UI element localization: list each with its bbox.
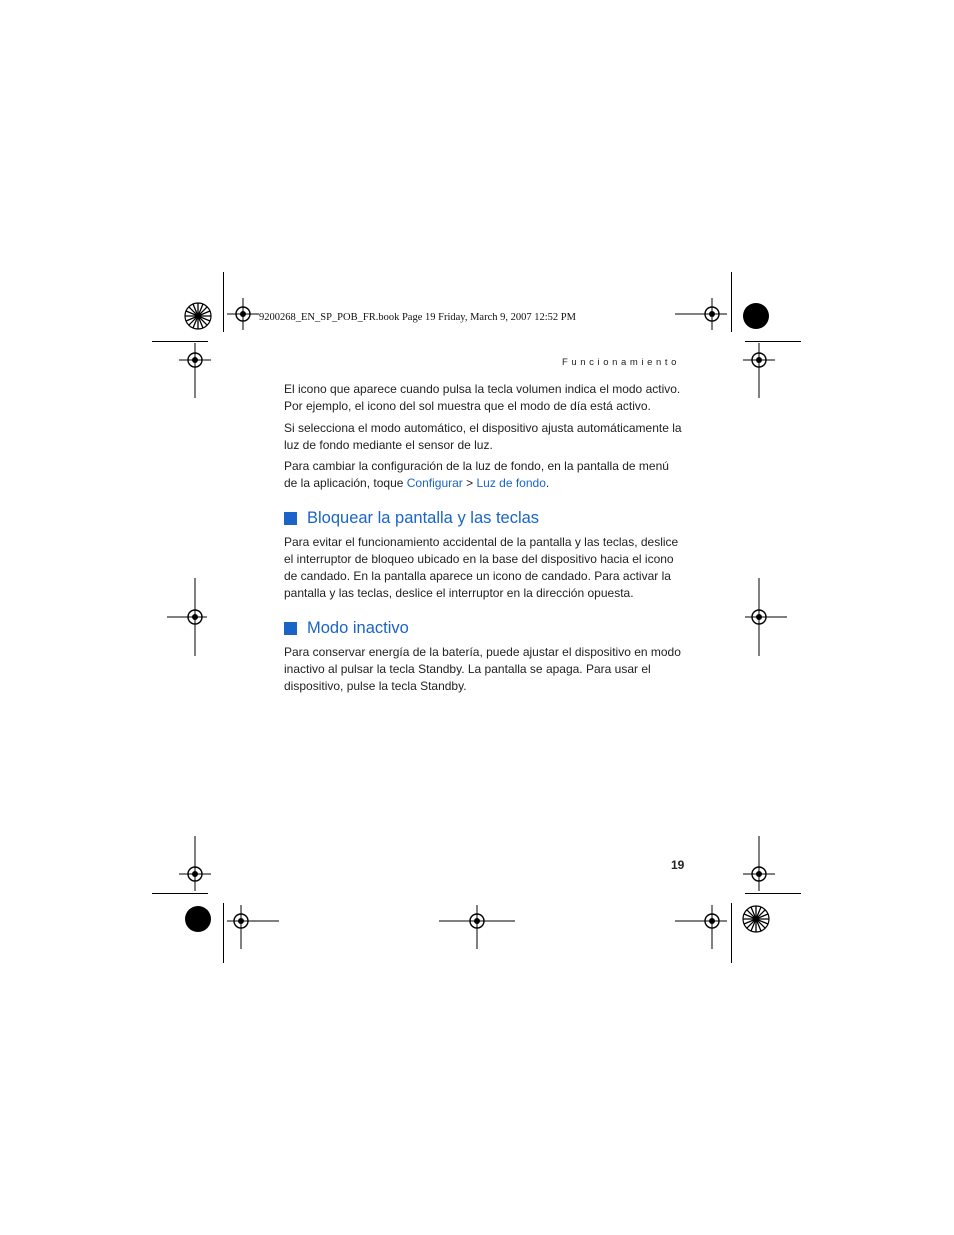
paragraph [284,458,684,492]
paragraph: Para conservar energía de la batería, puede ajustar el dispositivo en modo inactivo al pulsar la tecla Standby. La pantalla se apaga. Para usar el dispositivo, pulse la tecla Standby. [284,645,681,693]
registration-mark-icon [439,905,515,949]
crop-line [152,341,208,342]
crop-line [745,893,801,894]
paragraph: El icono que aparece cuando pulsa la tecla volumen indica el modo activo. Por ejemplo, el icono del sol muestra que el modo de día está activo. [284,382,681,413]
paragraph: Si selecciona el modo automático, el dispositivo ajusta automáticamente la luz de fondo mediante el sensor de luz. [284,420,682,452]
section-heading [284,618,684,638]
registration-mark-icon [731,578,787,656]
paragraph-text: . [545,476,550,490]
menu-path-luz-de-fondo: Luz de fondo [476,476,546,490]
crop-line [152,893,208,894]
section-heading [284,508,684,528]
page-content [284,381,684,700]
section-title: Modo inactivo [307,619,409,637]
crop-line [731,903,732,963]
registration-mark-icon [227,298,259,330]
running-head: Funcionamiento [562,357,680,368]
section-title: Bloquear la pantalla y las teclas [307,509,540,527]
registration-mark-icon [675,298,747,330]
color-wheel-icon [184,302,212,330]
registration-mark-icon [731,343,787,399]
menu-path-configurar: Configurar [406,476,463,490]
registration-mark-icon [167,836,223,892]
color-wheel-icon [742,905,770,933]
registration-mark-icon [167,578,223,656]
section-square-icon [284,512,297,525]
file-slug: 9200268_EN_SP_POB_FR.book Page 19 Friday, March 9, 2007 12:52 PM [259,312,576,323]
solid-circle-icon [742,302,770,330]
paragraph-text: Para cambiar la configuración de la luz de fondo, en la pantalla de menú de la aplicación, toque [284,459,669,490]
crop-line [223,272,224,332]
crop-line [223,903,224,963]
registration-mark-icon [167,343,223,399]
crop-line [745,341,801,342]
solid-circle-icon [184,905,212,933]
registration-mark-icon [675,905,727,949]
page-number: 19 [671,858,685,872]
registration-mark-icon [227,905,279,949]
registration-mark-icon [731,836,787,892]
paragraph: Para evitar el funcionamiento accidental de la pantalla y las teclas, deslice el interruptor de bloqueo ubicado en la base del dispositivo hacia el icono de candado. En la pantalla aparece un icono de candado. Para activar la pantalla y las teclas, deslice el interruptor en la dirección opuesta. [284,535,679,600]
section-square-icon [284,622,297,635]
menu-path-separator: > [462,476,477,490]
